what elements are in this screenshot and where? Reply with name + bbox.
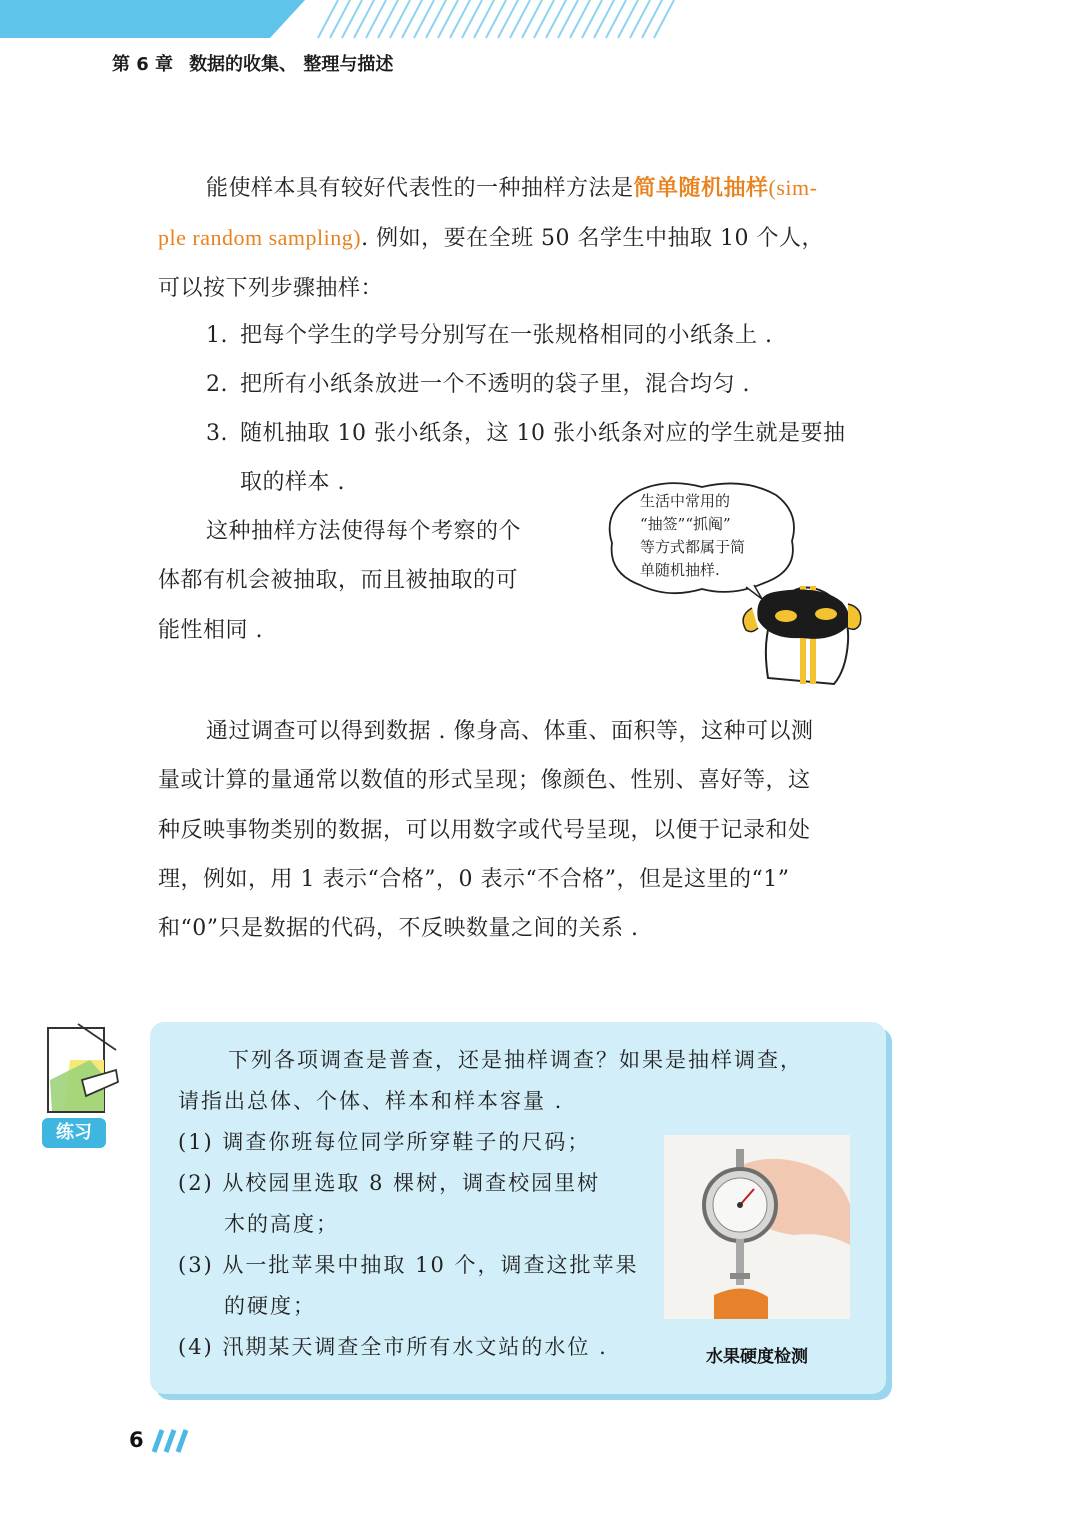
exercise-item-2: (2) 从校园里选取 8 棵树，调查校园里树: [178, 1171, 601, 1195]
exercise-tag: 练习: [42, 1118, 106, 1148]
chapter-header: [112, 50, 409, 76]
step-1: [206, 311, 896, 360]
photo-caption: 水果硬度检测: [706, 1347, 808, 1367]
chapter-title: 数据的收集、 整理与描述: [189, 54, 394, 75]
key-term: 简单随机抽样: [633, 176, 769, 201]
intro-example: . 例如，要在全班 50 名学生中抽取 10 个人，: [361, 226, 825, 252]
exercise-intro: [178, 1040, 868, 1122]
step-text: 把所有小纸条放进一个不透明的袋子里，混合均匀 .: [240, 372, 750, 397]
exercise-item-1: (1) 调查你班每位同学所穿鞋子的尺码；: [178, 1130, 591, 1154]
data-line-4: 理，例如，用 1 表示“合格”，0 表示“不合格”，但是这里的“1”: [158, 866, 790, 892]
exercise-item-4: (4) 汛期某天调查全市所有水文站的水位 .: [178, 1335, 608, 1359]
step-number: 1.: [206, 323, 228, 348]
step-number: 2.: [206, 372, 228, 397]
intro-text: 能使样本具有较好代表性的一种抽样方法是: [206, 176, 634, 201]
header-band: [0, 0, 1080, 40]
exercise-item-3: (3) 从一批苹果中抽取 10 个，调查这批苹果: [178, 1253, 639, 1277]
method-note-line-2: 体都有机会被抽取，而且被抽取的可: [158, 568, 519, 594]
exercise-intro-line-2: 请指出总体、个体、样本和样本容量 .: [178, 1089, 564, 1113]
intro-line-3: 可以按下列步骤抽样：: [158, 275, 384, 301]
data-line-3: 种反映事物类别的数据，可以用数字或代号呈现，以便于记录和处: [158, 817, 811, 843]
exercise-item-2-cont: 木的高度；: [224, 1212, 339, 1236]
step-2: [206, 360, 896, 409]
method-note-line-1: 这种抽样方法使得每个考察的个: [206, 519, 522, 544]
data-line-1: 通过调查可以得到数据 . 像身高、体重、面积等，这种可以测: [206, 719, 814, 744]
step-number: 3.: [206, 421, 228, 446]
bubble-line-2: “抽签”“抓阄”: [640, 515, 731, 533]
step-text: 随机抽取 10 张小纸条，这 10 张小纸条对应的学生就是要抽: [240, 421, 846, 446]
chapter-number: 第 6 章: [112, 54, 174, 75]
bubble-line-4: 单随机抽样.: [640, 561, 720, 579]
data-line-5: 和“0”只是数据的代码，不反映数量之间的关系 .: [158, 916, 639, 942]
method-note: [158, 507, 578, 655]
exercise-intro-line-1: 下列各项调查是普查，还是抽样调查？如果是抽样调查，: [228, 1048, 803, 1072]
data-line-2: 量或计算的量通常以数值的形式呈现；像颜色、性别、喜好等，这: [158, 768, 811, 794]
page-number-slashes: [150, 1428, 194, 1454]
exercise-item-3-cont: 的硬度；: [224, 1294, 316, 1318]
key-term-english-2: ple random sampling): [158, 225, 362, 251]
robot-mascot-icon: [730, 566, 870, 686]
key-term-english-1: (sim-: [768, 175, 818, 200]
bubble-line-1: 生活中常用的: [640, 492, 731, 510]
exercise-items: [178, 1122, 658, 1368]
page-number: 6: [129, 1428, 144, 1452]
method-note-line-3: 能性相同 .: [158, 617, 263, 643]
bubble-line-3: 等方式都属于简: [640, 538, 746, 556]
fruit-hardness-tester-photo: [664, 1135, 850, 1319]
data-paragraph: [158, 707, 892, 953]
step-text-continued: 取的样本 .: [240, 470, 345, 496]
intro-paragraph: [158, 163, 892, 313]
step-text: 把每个学生的学号分别写在一张规格相同的小纸条上 .: [240, 323, 773, 348]
